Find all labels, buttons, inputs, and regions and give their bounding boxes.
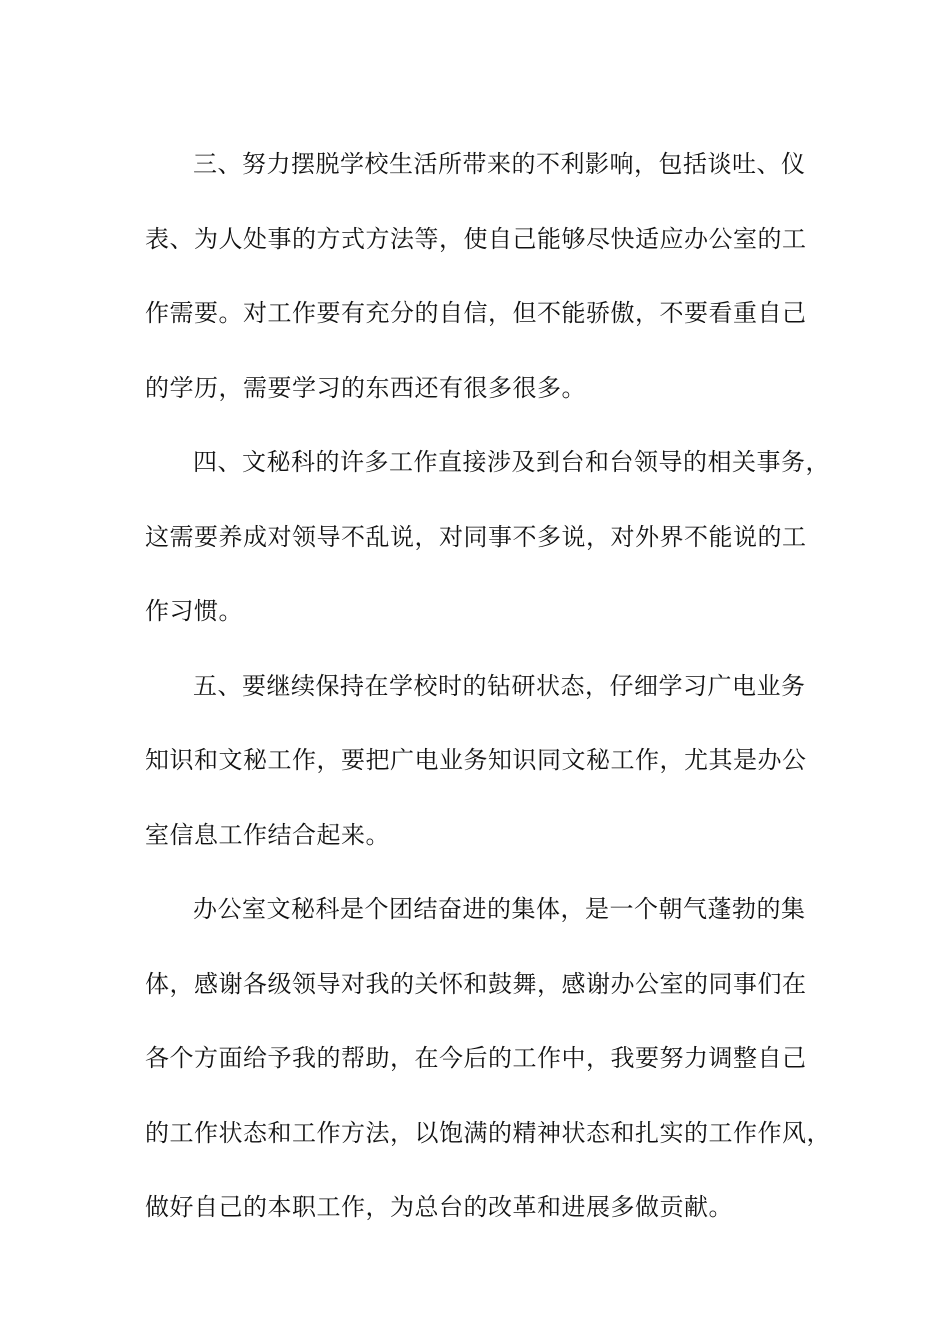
paragraph-line: 表、为人处事的方式方法等，使自己能够尽快适应办公室的工 bbox=[145, 224, 807, 253]
paragraph-line: 各个方面给予我的帮助，在今后的工作中，我要努力调整自己 bbox=[145, 1044, 807, 1072]
paragraph-line: 体，感谢各级领导对我的关怀和鼓舞，感谢办公室的同事们在 bbox=[145, 969, 807, 998]
paragraph-item-four bbox=[145, 425, 830, 649]
paragraph-line: 做好自己的本职工作，为总台的改革和进展多做贡献。 bbox=[145, 1193, 733, 1221]
paragraph-line: 三、努力摆脱学校生活所带来的不利影响，包括谈吐、仪 bbox=[193, 150, 806, 178]
paragraph-closing bbox=[145, 872, 831, 1245]
paragraph-item-five bbox=[145, 649, 825, 873]
paragraph-line: 知识和文秘工作，要把广电业务知识同文秘工作，尤其是办公 bbox=[145, 746, 807, 774]
paragraph-line: 的学历，需要学习的东西还有很多很多。 bbox=[145, 373, 586, 402]
document-body bbox=[145, 127, 831, 1245]
paragraph-line: 五、要继续保持在学校时的钻研状态，仔细学习广电业务 bbox=[193, 671, 806, 700]
paragraph-line: 作习惯。 bbox=[145, 597, 243, 625]
paragraph-line: 这需要养成对领导不乱说，对同事不多说，对外界不能说的工 bbox=[145, 522, 807, 551]
paragraph-line: 室信息工作结合起来。 bbox=[145, 820, 390, 849]
paragraph-line: 办公室文秘科是个团结奋进的集体，是一个朝气蓬勃的集 bbox=[193, 895, 806, 923]
paragraph-line: 的工作状态和工作方法，以饱满的精神状态和扎实的工作作风， bbox=[145, 1118, 831, 1147]
paragraph-item-three bbox=[145, 127, 825, 425]
paragraph-line: 作需要。对工作要有充分的自信，但不能骄傲，不要看重自己 bbox=[145, 299, 807, 327]
paragraph-line: 四、文秘科的许多工作直接涉及到台和台领导的相关事务， bbox=[193, 448, 830, 476]
